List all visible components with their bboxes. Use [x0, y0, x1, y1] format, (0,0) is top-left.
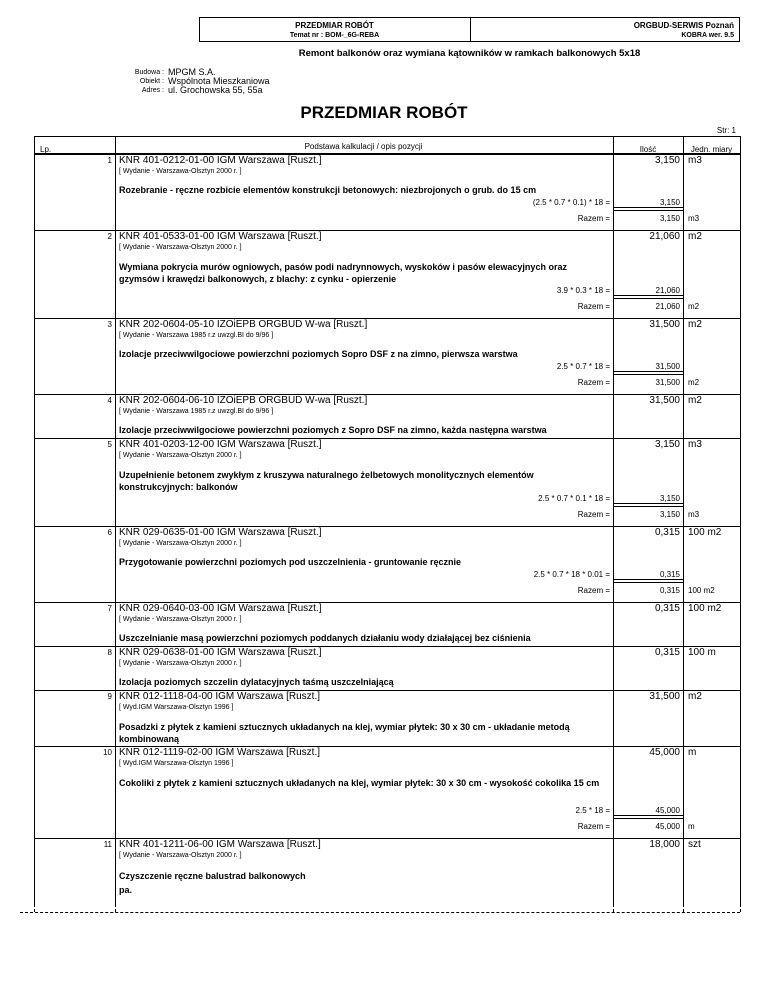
item-number: 9	[107, 692, 112, 701]
item-formula-value: 31,500	[655, 362, 680, 371]
col-qty: Ilość	[639, 145, 657, 154]
item-code: KNR 012-1118-04-00 IGM Warszawa [Ruszt.]	[119, 691, 320, 702]
item-unit: m2	[688, 691, 702, 702]
item-qty: 3,150	[654, 155, 680, 166]
item-description: Rozebranie - ręczne rozbicie elementów konstrukcji betonowych: niezbrojonych o grub. do 15 cm	[119, 185, 537, 195]
col-unit: Jedn. miary	[690, 145, 733, 154]
item-source: [ Wyd.IGM Warszawa-Olsztyn 1996 ]	[119, 760, 234, 767]
sum-label: Razem =	[577, 378, 610, 387]
col-line	[115, 136, 116, 904]
item-unit: 100 m2	[688, 603, 722, 614]
item-number: 10	[103, 748, 112, 757]
item-description: Uszczelnianie masą powierzchni poziomych poddanych działaniu wody działającej bez ciśnienia	[119, 633, 531, 643]
sum-rule	[613, 503, 683, 507]
item-source: [ Wydanie - Warszawa-Olsztyn 2000 r. ]	[119, 660, 242, 667]
item-unit: m2	[688, 231, 702, 242]
sum-value: 3,150	[659, 214, 680, 223]
table-top-border	[34, 136, 740, 137]
item-description: Posadzki z płytek z kamieni sztucznych układanych na klej, wymiar płytek: 30 x 30 cm - układanie metodą kombinowaną	[119, 722, 570, 744]
item-code: KNR 029-0635-01-00 IGM Warszawa [Ruszt.]	[119, 527, 322, 538]
sum-label: Razem =	[577, 302, 610, 311]
col-line	[34, 136, 35, 904]
item-code: KNR 401-0203-12-00 IGM Warszawa [Ruszt.]	[119, 439, 322, 450]
item-formula: 2.5 * 0.7 * 18 * 0.01 =	[533, 570, 610, 579]
item-formula: 2.5 * 0.7 * 18 =	[556, 362, 610, 371]
item-unit: 100 m2	[688, 527, 722, 538]
col-line-dashed	[683, 904, 684, 912]
item-number: 1	[107, 156, 112, 165]
item-description: Czyszczenie ręczne balustrad balkonowych pa.	[119, 871, 306, 895]
item-qty: 31,500	[649, 691, 680, 702]
item-number: 7	[107, 604, 112, 613]
item-unit: m3	[688, 155, 702, 166]
document-title: PRZEDMIAR ROBÓT	[300, 103, 468, 122]
sum-rule	[613, 295, 683, 299]
item-code: KNR 029-0640-03-00 IGM Warszawa [Ruszt.]	[119, 603, 322, 614]
item-unit: m3	[688, 439, 702, 450]
item-description: Uzupełnienie betonem zwykłym z kruszywa naturalnego żelbetowych monolitycznych elementów konstrukcyjnych: balkonów	[119, 470, 534, 492]
sum-value: 0,315	[659, 586, 680, 595]
sum-rule	[613, 579, 683, 583]
item-unit: m	[688, 747, 697, 758]
item-unit: 100 m	[688, 647, 716, 658]
item-number: 4	[107, 396, 112, 405]
item-description: Cokoliki z płytek z kamieni sztucznych układanych na klej, wymiar płytek: 30 x 30 cm - wysokość cokolika 15 cm	[119, 778, 600, 788]
sum-unit: m3	[688, 510, 700, 519]
sum-label: Razem =	[577, 586, 610, 595]
item-formula: 2.5 * 18 =	[575, 806, 610, 815]
item-description: Izolacja poziomych szczelin dylatacyjnych taśmą uszczelniającą	[119, 677, 394, 687]
item-number: 6	[107, 528, 112, 537]
item-formula-value: 3,150	[659, 494, 680, 503]
item-formula: (2.5 * 0.7 * 0.1) * 18 =	[532, 198, 610, 207]
item-description: Przygotowanie powierzchni poziomych pod uszczelnienia - gruntowanie ręcznie	[119, 557, 462, 567]
col-line-dashed	[34, 904, 35, 912]
col-lp: Lp.	[40, 145, 52, 154]
sum-unit: m2	[688, 378, 700, 387]
budowa-value: MPGM S.A.	[168, 67, 216, 77]
item-formula: 3.9 * 0.3 * 18 =	[556, 286, 610, 295]
item-source: [ Wydanie - Warszawa 1985 r.z uwzgl.BI do 9/96 ]	[119, 408, 274, 415]
item-description: Izolacje przeciwwilgociowe powierzchni poziomych Sopro DSF z na zimno, pierwsza warstwa	[119, 349, 518, 359]
item-qty: 31,500	[649, 395, 680, 406]
item-qty: 0,315	[654, 527, 680, 538]
sum-unit: 100 m2	[688, 586, 715, 595]
budowa-label: Budowa :	[134, 69, 164, 76]
item-number: 3	[107, 320, 112, 329]
item-number: 5	[107, 440, 112, 449]
sum-rule	[613, 815, 683, 819]
header-right-sub: KOBRA wer. 9.5	[681, 32, 734, 39]
item-formula-value: 0,315	[659, 570, 680, 579]
sum-value: 3,150	[659, 510, 680, 519]
col-line	[683, 136, 684, 904]
item-qty: 0,315	[654, 647, 680, 658]
item-unit: m2	[688, 319, 702, 330]
sum-unit: m3	[688, 214, 700, 223]
sum-rule	[613, 207, 683, 211]
item-code: KNR 012-1119-02-00 IGM Warszawa [Ruszt.]	[119, 747, 320, 758]
item-unit: szt	[688, 839, 701, 850]
item-code: KNR 202-0604-06-10 IZOiEPB ORGBUD W-wa [Ruszt.]	[119, 395, 368, 406]
item-unit: m2	[688, 395, 702, 406]
sum-label: Razem =	[577, 510, 610, 519]
sum-unit: m	[688, 822, 695, 831]
item-source: [ Wydanie - Warszawa-Olsztyn 2000 r. ]	[119, 540, 242, 547]
item-number: 8	[107, 648, 112, 657]
item-number: 2	[107, 232, 112, 241]
item-code: KNR 202-0604-05-10 IZOiEPB ORGBUD W-wa [Ruszt.]	[119, 319, 368, 330]
header-left-sub: Temat nr : BOM-_6G-REBA	[289, 32, 380, 39]
col-line	[740, 136, 741, 904]
item-qty: 31,500	[649, 319, 680, 330]
item-qty: 0,315	[654, 603, 680, 614]
item-source: [ Wyd.IGM Warszawa-Olsztyn 1996 ]	[119, 704, 234, 711]
col-line	[613, 136, 614, 904]
page-number: Str: 1	[716, 126, 736, 135]
item-code: KNR 401-0212-01-00 IGM Warszawa [Ruszt.]	[119, 155, 322, 166]
sum-rule	[613, 371, 683, 375]
adres-value: ul. Grochowska 55, 55a	[168, 85, 263, 95]
col-line-dashed	[613, 904, 614, 912]
col-line-dashed	[115, 904, 116, 912]
item-qty: 3,150	[654, 439, 680, 450]
sum-label: Razem =	[577, 214, 610, 223]
item-qty: 45,000	[649, 747, 680, 758]
adres-label: Adres :	[141, 87, 164, 94]
header-left-title: PRZEDMIAR ROBÓT	[295, 21, 374, 30]
item-description: Wymiana pokrycia murów ogniowych, pasów podi nadrynnowych, wyskoków i pasów elewacyjnych oraz gzymsów i krawędzi balkonowych, z blachy: z cynku - opierzenie	[119, 262, 567, 284]
obiekt-value: Wspólnota Mieszkaniowa	[168, 76, 270, 86]
item-formula: 2.5 * 0.7 * 0.1 * 18 =	[538, 494, 610, 503]
item-source: [ Wydanie - Warszawa-Olsztyn 2000 r. ]	[119, 852, 242, 859]
item-formula-value: 3,150	[659, 198, 680, 207]
sum-value: 21,060	[655, 302, 680, 311]
item-code: KNR 401-1211-06-00 IGM Warszawa [Ruszt.]	[119, 839, 321, 850]
item-source: [ Wydanie - Warszawa-Olsztyn 2000 r. ]	[119, 616, 242, 623]
item-source: [ Wydanie - Warszawa 1985 r.z uwzgl.BI do 9/96 ]	[119, 332, 274, 339]
project-title: Remont balkonów oraz wymiana kątowników w ramkach balkonowych 5x18	[298, 48, 641, 59]
sum-label: Razem =	[577, 822, 610, 831]
item-formula-value: 21,060	[655, 286, 680, 295]
item-code: KNR 401-0533-01-00 IGM Warszawa [Ruszt.]	[119, 231, 322, 242]
page-cut-line	[20, 912, 740, 913]
sum-value: 31,500	[655, 378, 680, 387]
obiekt-label: Obiekt :	[139, 78, 164, 85]
col-desc: Podstawa kalkulacji / opis pozycji	[304, 142, 423, 151]
sum-value: 45,000	[655, 822, 680, 831]
item-qty: 21,060	[649, 231, 680, 242]
sum-unit: m2	[688, 302, 700, 311]
col-line-dashed	[740, 904, 741, 912]
item-code: KNR 029-0638-01-00 IGM Warszawa [Ruszt.]	[119, 647, 322, 658]
item-source: [ Wydanie - Warszawa-Olsztyn 2000 r. ]	[119, 168, 242, 175]
item-qty: 18,000	[649, 839, 680, 850]
item-formula-value: 45,000	[655, 806, 680, 815]
item-source: [ Wydanie - Warszawa-Olsztyn 2000 r. ]	[119, 452, 242, 459]
item-description: Izolacje przeciwwilgociowe powierzchni poziomych z Sopro DSF na zimno, każda następna warstwa	[119, 425, 547, 435]
header-right-title: ORGBUD-SERWIS Poznań	[633, 21, 734, 30]
item-number: 11	[103, 840, 112, 849]
item-source: [ Wydanie - Warszawa-Olsztyn 2000 r. ]	[119, 244, 242, 251]
